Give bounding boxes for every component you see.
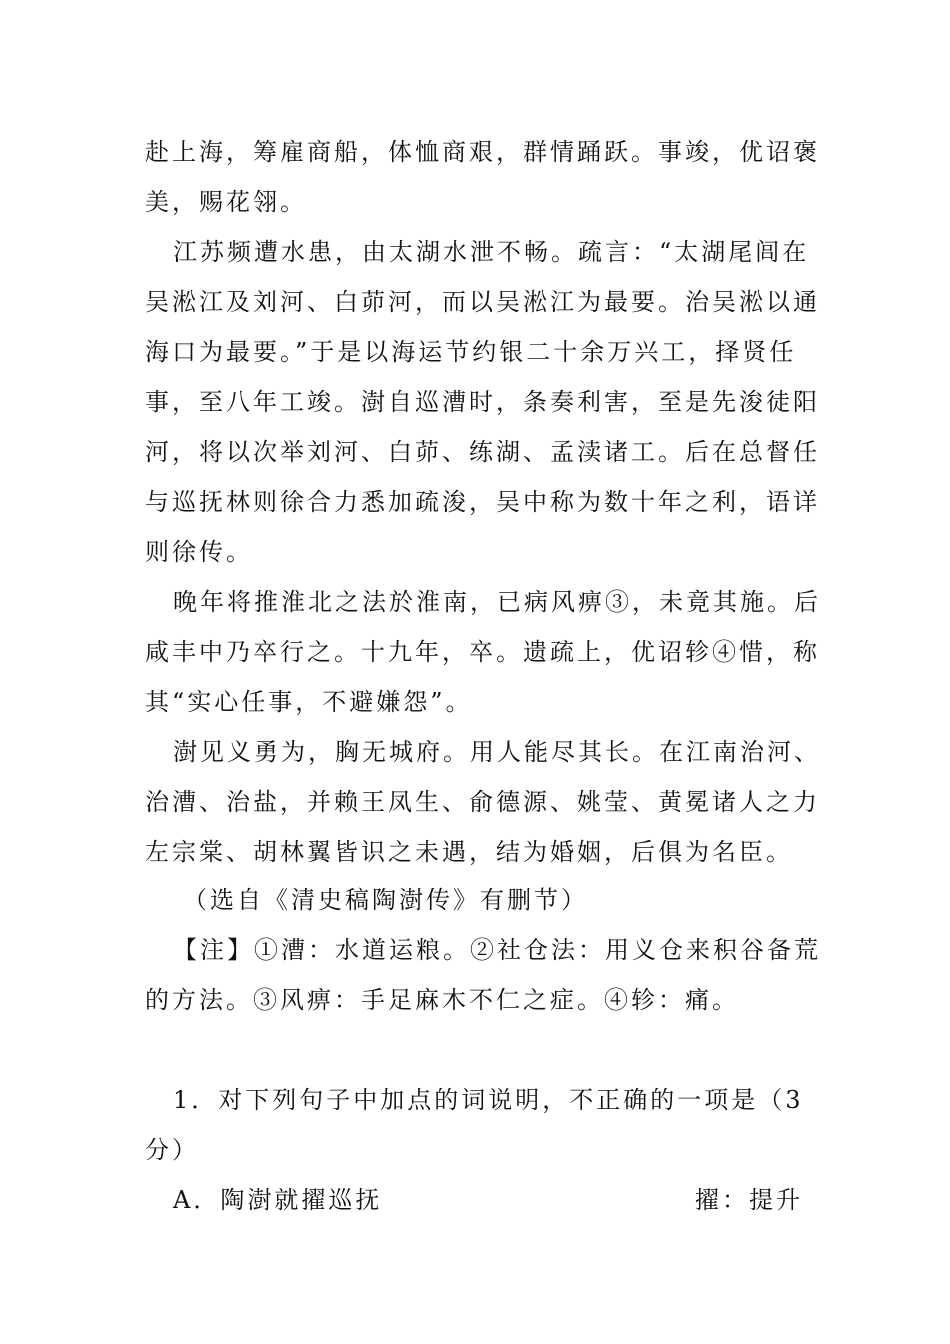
text-line: 左宗棠、胡林翼皆识之未遇，结为婚姻，后俱为名臣。: [145, 838, 793, 866]
text-line: 澍见义勇为，胸无城府。用人能尽其长。在江南治河、: [173, 738, 821, 766]
option-a-sentence: A．陶澍就擢巡抚: [173, 1186, 383, 1214]
text-line: 赴上海，筹雇商船，体恤商艰，群情踊跃。事竣，优诏褒: [145, 138, 820, 166]
text-line: 事，至八年工竣。澍自巡漕时，条奏利害，至是先浚徒阳: [145, 388, 820, 416]
text-line: 与巡抚林则徐合力悉加疏浚，吴中称为数十年之利，语详: [145, 488, 820, 516]
text-line: 吴淞江及刘河、白茆河，而以吴淞江为最要。治吴淞以通: [145, 288, 820, 316]
text-line: 海口为最要。”于是以海运节约银二十余万兴工，择贤任: [145, 338, 797, 366]
text-line: 江苏频遭水患，由太湖水泄不畅。疏言：“太湖尾闾在: [173, 238, 810, 266]
option-a-explanation: 擢：提升: [695, 1186, 803, 1214]
text-line: 其“实心任事，不避嫌怨”。: [145, 688, 473, 716]
text-line: 咸丰中乃卒行之。十九年，卒。遗疏上，优诏轸④惜，称: [145, 638, 820, 666]
text-line: 则徐传。: [145, 538, 253, 566]
source-citation: （选自《清史稿陶澍传》有删节）: [183, 886, 588, 914]
question-stem: 1．对下列句子中加点的词说明，不正确的一项是（3: [173, 1086, 804, 1114]
text-line: 晚年将推淮北之法於淮南，已病风痹③，未竟其施。后: [173, 588, 821, 616]
notes-line: 的方法。③风痹：手足麻木不仁之症。④轸：痛。: [145, 986, 739, 1014]
question-stem: 分）: [145, 1136, 199, 1164]
text-line: 河，将以次举刘河、白茆、练湖、孟渎诸工。后在总督任: [145, 438, 820, 466]
text-line: 美，赐花翎。: [145, 188, 307, 216]
notes-line: 【注】①漕：水道运粮。②社仓法：用义仓来积谷备荒: [173, 936, 821, 964]
text-line: 治漕、治盐，并赖王凤生、俞德源、姚莹、黄冕诸人之力: [145, 788, 820, 816]
